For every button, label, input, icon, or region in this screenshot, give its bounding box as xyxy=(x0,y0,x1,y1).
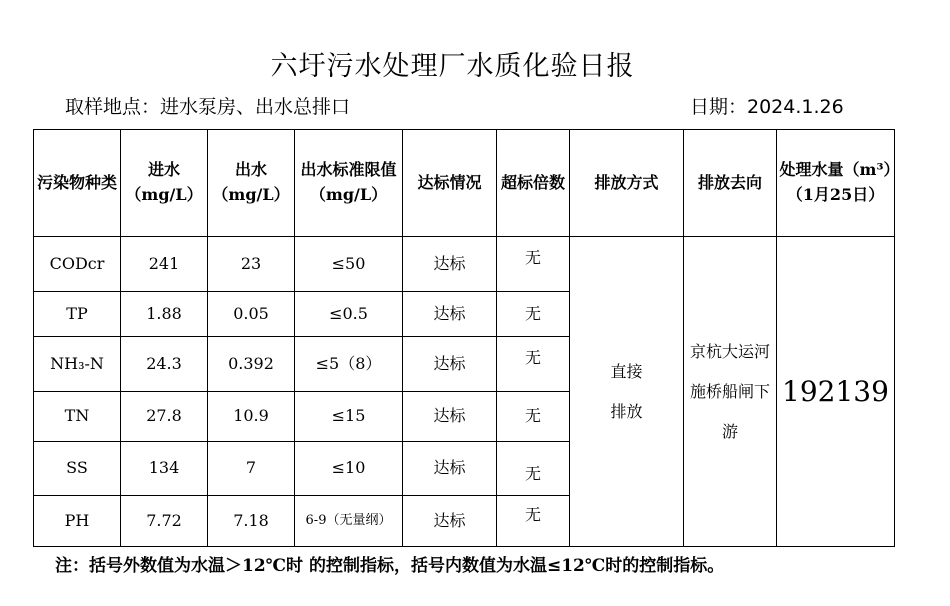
effluent-cell: 10.9 xyxy=(208,392,295,442)
limit-cell: 6-9（无量纲） xyxy=(295,496,403,547)
discharge-dest-cell: 京杭大运河施桥船闸下游 xyxy=(684,237,777,547)
status-cell: 达标 xyxy=(403,337,497,392)
exceed-cell: 无 xyxy=(497,337,570,392)
header-discharge-dest: 排放去向 xyxy=(684,130,777,237)
water-quality-table xyxy=(33,129,895,547)
limit-cell: ≤10 xyxy=(295,442,403,496)
effluent-cell: 7 xyxy=(208,442,295,496)
pollutant-cell: TP xyxy=(34,292,121,337)
status-cell: 达标 xyxy=(403,237,497,292)
influent-cell: 27.8 xyxy=(121,392,208,442)
influent-cell: 7.72 xyxy=(121,496,208,547)
limit-cell: ≤15 xyxy=(295,392,403,442)
effluent-cell: 7.18 xyxy=(208,496,295,547)
header-influent: 进水（mg/L） xyxy=(121,130,208,237)
influent-cell: 134 xyxy=(121,442,208,496)
report-date: 日期：2024.1.26 xyxy=(690,96,844,118)
effluent-cell: 0.392 xyxy=(208,337,295,392)
volume-cell: 192139 xyxy=(777,237,895,547)
effluent-cell: 0.05 xyxy=(208,292,295,337)
pollutant-cell: CODcr xyxy=(34,237,121,292)
effluent-cell: 23 xyxy=(208,237,295,292)
status-cell: 达标 xyxy=(403,496,497,547)
status-cell: 达标 xyxy=(403,442,497,496)
table-row xyxy=(34,237,895,292)
exceed-cell: 无 xyxy=(497,442,570,496)
influent-cell: 1.88 xyxy=(121,292,208,337)
header-row xyxy=(34,130,895,237)
discharge-method-cell: 直接排放 xyxy=(570,237,684,547)
header-volume: 处理水量（m³）（1月25日） xyxy=(777,130,895,237)
influent-cell: 24.3 xyxy=(121,337,208,392)
pollutant-cell: TN xyxy=(34,392,121,442)
limit-cell: ≤50 xyxy=(295,237,403,292)
exceed-cell: 无 xyxy=(497,496,570,547)
exceed-cell: 无 xyxy=(497,392,570,442)
header-pollutant: 污染物种类 xyxy=(34,130,121,237)
header-effluent: 出水（mg/L） xyxy=(208,130,295,237)
report-title: 六圩污水处理厂水质化验日报 xyxy=(270,51,635,82)
header-discharge-method: 排放方式 xyxy=(570,130,684,237)
sampling-location: 取样地点：进水泵房、出水总排口 xyxy=(65,96,351,118)
header-exceed: 超标倍数 xyxy=(497,130,570,237)
header-status: 达标情况 xyxy=(403,130,497,237)
status-cell: 达标 xyxy=(403,292,497,337)
exceed-cell: 无 xyxy=(497,292,570,337)
limit-cell: ≤0.5 xyxy=(295,292,403,337)
pollutant-cell: PH xyxy=(34,496,121,547)
limit-cell: ≤5（8） xyxy=(295,337,403,392)
status-cell: 达标 xyxy=(403,392,497,442)
pollutant-cell: SS xyxy=(34,442,121,496)
header-limit: 出水标准限值（mg/L） xyxy=(295,130,403,237)
pollutant-cell: NH₃-N xyxy=(34,337,121,392)
footnote: 注：括号外数值为水温＞12℃时 的控制指标，括号内数值为水温≤12℃时的控制指标。 xyxy=(55,556,725,576)
influent-cell: 241 xyxy=(121,237,208,292)
exceed-cell: 无 xyxy=(497,237,570,292)
